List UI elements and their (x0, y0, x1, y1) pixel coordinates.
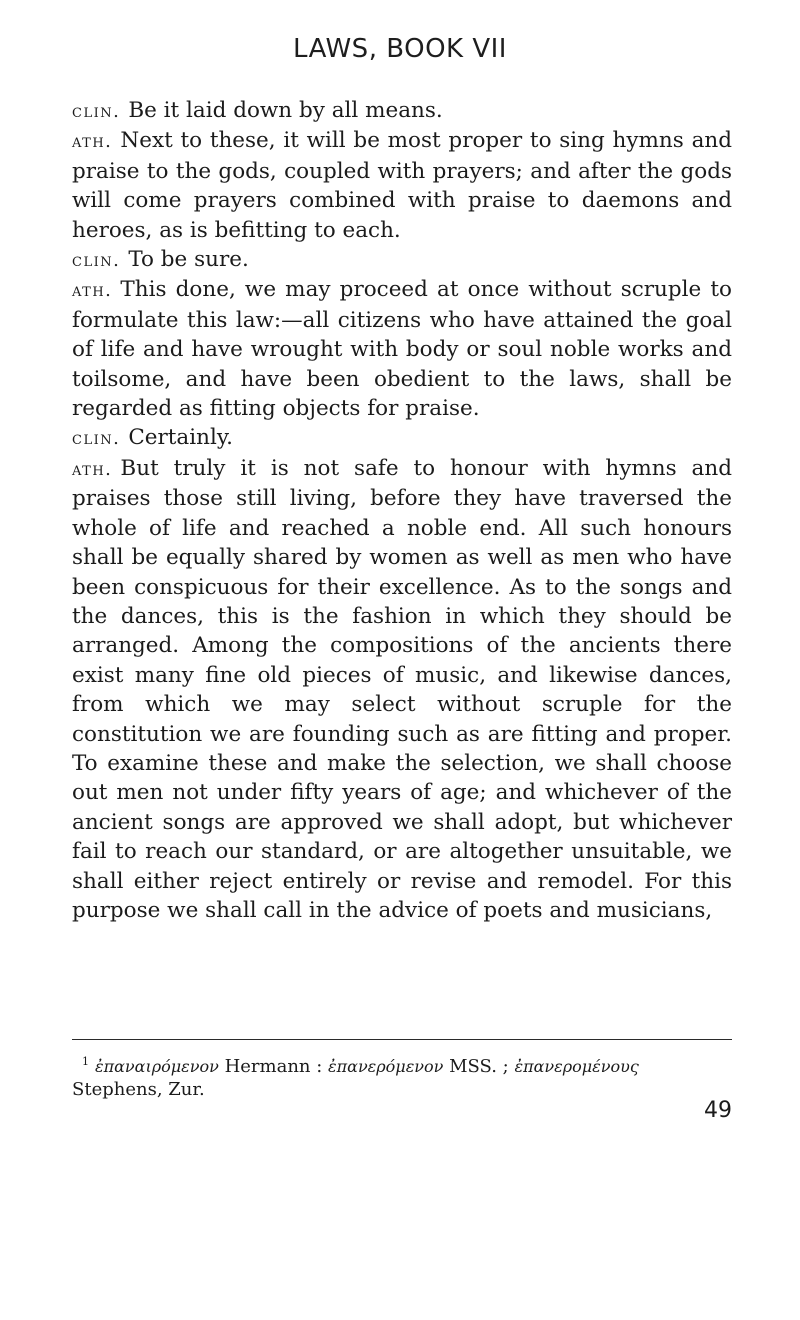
speech-text: Next to these, it will be most proper to sing hymns and praise to the gods, coupled with prayers; and after the gods will come prayers combined with praise to daemons and heroes, as is befitting to each. (72, 128, 732, 243)
speech-text: But truly it is not safe to honour with hymns and praises those still living, before they have traversed the whole of life and reached a noble end. All such honours shall be equally shared by women as well as men who have been conspicuous for their excellence. As to the songs and the dances, this is the fashion in which they should be arranged. Among the compositions of the ancients there exist many fine old pieces of music, and likewise dances, from which we may select without scruple for the constitution we are founding such as are fitting and proper. To examine these and make the selection, we shall choose out men not under fifty years of age; and whichever of the ancient songs are approved we shall adopt, but whichever fail to reach our standard, or are altogether unsuitable, we shall either reject entirely or revise and remodel. For this purpose we shall call in the advice of poets and musicians, (72, 455, 732, 923)
dialogue-paragraph (72, 96, 732, 126)
footnote-source: MSS. ; (449, 1056, 509, 1077)
page-number: 49 (704, 1098, 732, 1123)
dialogue-paragraph (72, 245, 732, 275)
footnote-marker: 1 (82, 1055, 89, 1068)
speaker-label: ath. (72, 131, 113, 153)
speaker-label: clin. (72, 101, 121, 122)
speech-text: To be sure. (128, 247, 249, 273)
speaker-label: clin. (72, 250, 121, 272)
running-head: LAWS, BOOK VII (293, 34, 507, 64)
dialogue-paragraph (72, 275, 732, 423)
dialogue-paragraph (72, 423, 732, 453)
footnote-greek-reading: ἐπανερόμενον (328, 1057, 444, 1076)
speech-text: Be it laid down by all means. (128, 98, 443, 123)
speaker-label: ath. (72, 280, 113, 302)
main-text (72, 96, 732, 925)
footnote-source: Stephens, Zur. (72, 1079, 205, 1100)
footnote-source: Hermann : (224, 1056, 323, 1077)
footnote (72, 1050, 732, 1101)
speech-text: Certainly. (128, 425, 233, 451)
speaker-label: clin. (72, 428, 121, 450)
dialogue-paragraph (72, 126, 732, 245)
footnote-greek-reading: ἐπαναιρόμενον (95, 1057, 219, 1076)
footnote-greek-reading: ἐπανερομένους (514, 1057, 639, 1076)
footnote-divider (72, 1039, 732, 1040)
speaker-label: ath. (72, 458, 113, 480)
speech-text: This done, we may proceed at once without scruple to formulate this law:—all citizens who have attained the goal of life and have wrought with body or soul noble works and toilsome, and have been obedient to the laws, shall be regarded as fitting objects for praise. (72, 277, 732, 422)
dialogue-paragraph (72, 454, 732, 926)
